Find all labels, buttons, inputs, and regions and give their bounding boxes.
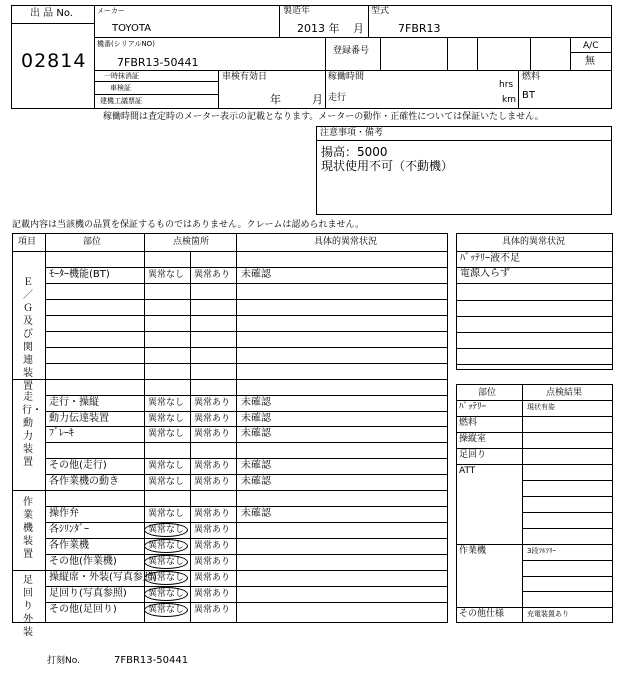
row-part: 足回り(写真参照) [49, 588, 127, 599]
ac-value: 無 [585, 56, 595, 67]
row-detail: 未確認 [241, 428, 271, 440]
table-rule [12, 570, 448, 571]
row-part: 走行・操縦 [49, 396, 99, 408]
travel-unit: km [502, 95, 516, 105]
row-part: ﾌﾞﾚｰｷ [49, 428, 74, 440]
result-part: 操縦室 [459, 433, 487, 444]
result-rule [456, 448, 613, 449]
row-ok-option: 異常なし [148, 604, 185, 615]
ok-circle-mark [144, 555, 188, 569]
serial-label: 機番(シリアルNO) [97, 40, 155, 48]
table-rule [45, 347, 448, 348]
row-ok-option: 異常なし [148, 557, 185, 567]
row-part: その他(作業機) [49, 556, 117, 567]
result-rule [522, 496, 613, 497]
result-rule [522, 591, 613, 592]
header-checkpoint: 点検箇所 [173, 237, 210, 247]
result-rule [522, 528, 613, 529]
row-ng-option: 異常あり [194, 461, 231, 472]
row-ok-option: 異常なし [148, 477, 185, 488]
row-detail: 未確認 [241, 508, 271, 520]
exhibit-no-label: 出 品 No. [30, 8, 73, 19]
result-rule [522, 576, 613, 577]
group-engine: Ｅ／Ｇ及び関連装置 [23, 277, 33, 392]
ok-circle-mark [144, 539, 188, 553]
table-rule [45, 363, 448, 364]
serial-value: 7FBR13-50441 [117, 56, 199, 69]
result-table [456, 384, 613, 623]
ok-circle-mark [144, 523, 188, 537]
row-ok-option: 異常なし [148, 589, 185, 599]
model-label: 型式 [371, 6, 390, 16]
table-rule [45, 299, 448, 300]
travel-label: 走行 [328, 93, 347, 103]
result-rule [456, 464, 613, 465]
hours-disclaimer: 稼働時間は査定時のメーター表示の記載となります。メーターの動作・正確性については保証いたしません。 [103, 112, 544, 122]
month-unit: 月 [353, 22, 364, 35]
row-part: 各ｼﾘﾝﾀﾞｰ [49, 524, 89, 536]
table-rule [45, 331, 448, 332]
row-ok-option: 異常なし [148, 429, 185, 440]
fuel-label: 燃料 [522, 72, 541, 82]
row-part: その他(走行) [49, 460, 107, 472]
maker-value: TOYOTA [112, 23, 152, 34]
row-detail: 未確認 [241, 460, 271, 472]
table-rule [45, 538, 448, 539]
table-rule [45, 554, 448, 555]
ok-circle-mark [144, 603, 188, 617]
side-rule [456, 316, 613, 317]
result-rule [456, 544, 613, 545]
table-rule [45, 283, 448, 284]
result-value: 現状有姿 [527, 403, 555, 411]
table-rule [45, 411, 448, 412]
row-part: 操作弁 [49, 508, 79, 520]
side-rule [456, 348, 613, 349]
result-header-result: 点検結果 [546, 388, 583, 398]
row-ng-option: 異常あり [194, 429, 231, 440]
row-ok-option: 異常なし [148, 573, 185, 583]
inspection-year: 年 [270, 93, 281, 106]
side-rule [456, 300, 613, 301]
row-ok-option: 異常なし [148, 413, 185, 424]
inspection-month: 月 [312, 93, 323, 106]
row-detail: 未確認 [241, 268, 271, 280]
row-ng-option: 異常あり [194, 413, 231, 424]
row-ng-option: 異常あり [194, 604, 231, 615]
header-detail: 具体的異常状況 [314, 237, 378, 247]
result-part: 燃料 [459, 417, 478, 428]
row-part: 操縦席・外装(写真参照) [49, 572, 157, 583]
row-ok-option: 異常なし [148, 509, 185, 520]
cert-temp-label: 一時抹消証 [104, 72, 139, 80]
side-rule [456, 267, 613, 268]
result-rule [456, 416, 613, 417]
row-part: その他(足回り) [49, 603, 117, 615]
hours-unit: hrs [499, 80, 514, 90]
inspection-label: 車検有効日 [222, 72, 268, 82]
table-rule [45, 315, 448, 316]
result-header-part: 部位 [478, 388, 497, 398]
hours-label: 稼働時間 [328, 72, 365, 82]
table-rule [45, 586, 448, 587]
group-drive: 走行・動力装置 [22, 392, 42, 468]
table-rule [45, 267, 448, 268]
result-value: 3段ﾌﾙﾌﾘｰ [527, 546, 556, 555]
registration-label: 登録番号 [333, 46, 370, 56]
result-rule [456, 400, 613, 401]
result-rule [522, 560, 613, 561]
side-detail-header: 具体的異常状況 [502, 237, 566, 247]
notes-title: 注意事項・備考 [320, 128, 384, 138]
row-ng-option: 異常あり [194, 509, 231, 520]
row-ng-option: 異常あり [194, 477, 231, 488]
row-detail: 未確認 [241, 476, 271, 488]
table-rule [12, 490, 448, 491]
row-part: 各作業機の動き [49, 476, 119, 488]
table-rule [45, 395, 448, 396]
side-rule [456, 251, 613, 252]
row-ok-option: 異常なし [148, 397, 185, 408]
notes-lift-height: 揚高：5000 [321, 145, 388, 159]
row-part: 動力伝達装置 [49, 412, 109, 424]
row-ng-option: 異常あり [194, 397, 231, 408]
result-part: ﾊﾞｯﾃﾘｰ [459, 402, 487, 412]
stamp-value: 7FBR13-50441 [114, 655, 189, 666]
side-rule [456, 283, 613, 284]
cert-machine-label: 建機工議票証 [100, 97, 142, 105]
stamp-label: 打刻No. [47, 656, 80, 666]
exhibit-no: 02814 [21, 50, 87, 72]
row-detail: 未確認 [241, 396, 271, 408]
row-part: ﾓｰﾀｰ機能(BT) [49, 268, 110, 280]
quality-disclaimer: 記載内容は当該機の品質を保証するものではありません。クレームは認められません。 [12, 220, 365, 230]
result-part: ATT [459, 465, 476, 476]
table-rule [45, 442, 448, 443]
row-ng-option: 異常あり [194, 557, 231, 567]
side-rule [456, 364, 613, 365]
side-rule [456, 332, 613, 333]
table-rule [12, 379, 448, 380]
result-rule [456, 432, 613, 433]
side-detail-line2: 電源入らず [460, 268, 510, 279]
row-ok-option: 異常なし [148, 269, 185, 280]
group-work: 作業機装置 [23, 497, 33, 560]
table-rule [45, 602, 448, 603]
year-value: 2013 年 [297, 22, 340, 35]
model-value: 7FBR13 [398, 22, 441, 35]
notes-status: 現状使用不可（不動機） [321, 159, 454, 173]
row-ng-option: 異常あり [194, 589, 231, 599]
result-part: 作業機 [459, 545, 487, 556]
header-category: 項目 [18, 237, 37, 247]
row-ng-option: 異常あり [194, 269, 231, 280]
row-ng-option: 異常あり [194, 541, 231, 552]
result-value: 充電装置あり [527, 610, 569, 619]
row-ok-option: 異常なし [148, 461, 185, 472]
row-ng-option: 異常あり [194, 525, 231, 536]
result-part: その他仕様 [459, 609, 505, 620]
row-ng-option: 異常あり [194, 573, 231, 583]
result-rule [522, 512, 613, 513]
ac-label: A/C [583, 41, 599, 51]
row-ok-option: 異常なし [148, 541, 185, 552]
row-ok-option: 異常なし [148, 525, 185, 536]
result-rule [522, 480, 613, 481]
header-part: 部位 [83, 237, 102, 247]
year-label: 製造年 [283, 6, 311, 16]
maker-label: メーカー [97, 7, 125, 15]
ok-circle-mark [144, 587, 188, 601]
fuel-value: BT [522, 90, 535, 101]
table-rule [12, 251, 448, 252]
table-rule [45, 522, 448, 523]
row-part: 各作業機 [49, 540, 89, 552]
group-undercarriage: 足回り外装 [23, 575, 33, 638]
cert-vehicle-label: 車検証 [110, 84, 131, 92]
side-detail-line1: ﾊﾞｯﾃﾘｰ液不足 [460, 253, 520, 264]
row-detail: 未確認 [241, 412, 271, 424]
result-part: 足回り [459, 449, 487, 460]
ok-circle-mark [144, 571, 188, 585]
